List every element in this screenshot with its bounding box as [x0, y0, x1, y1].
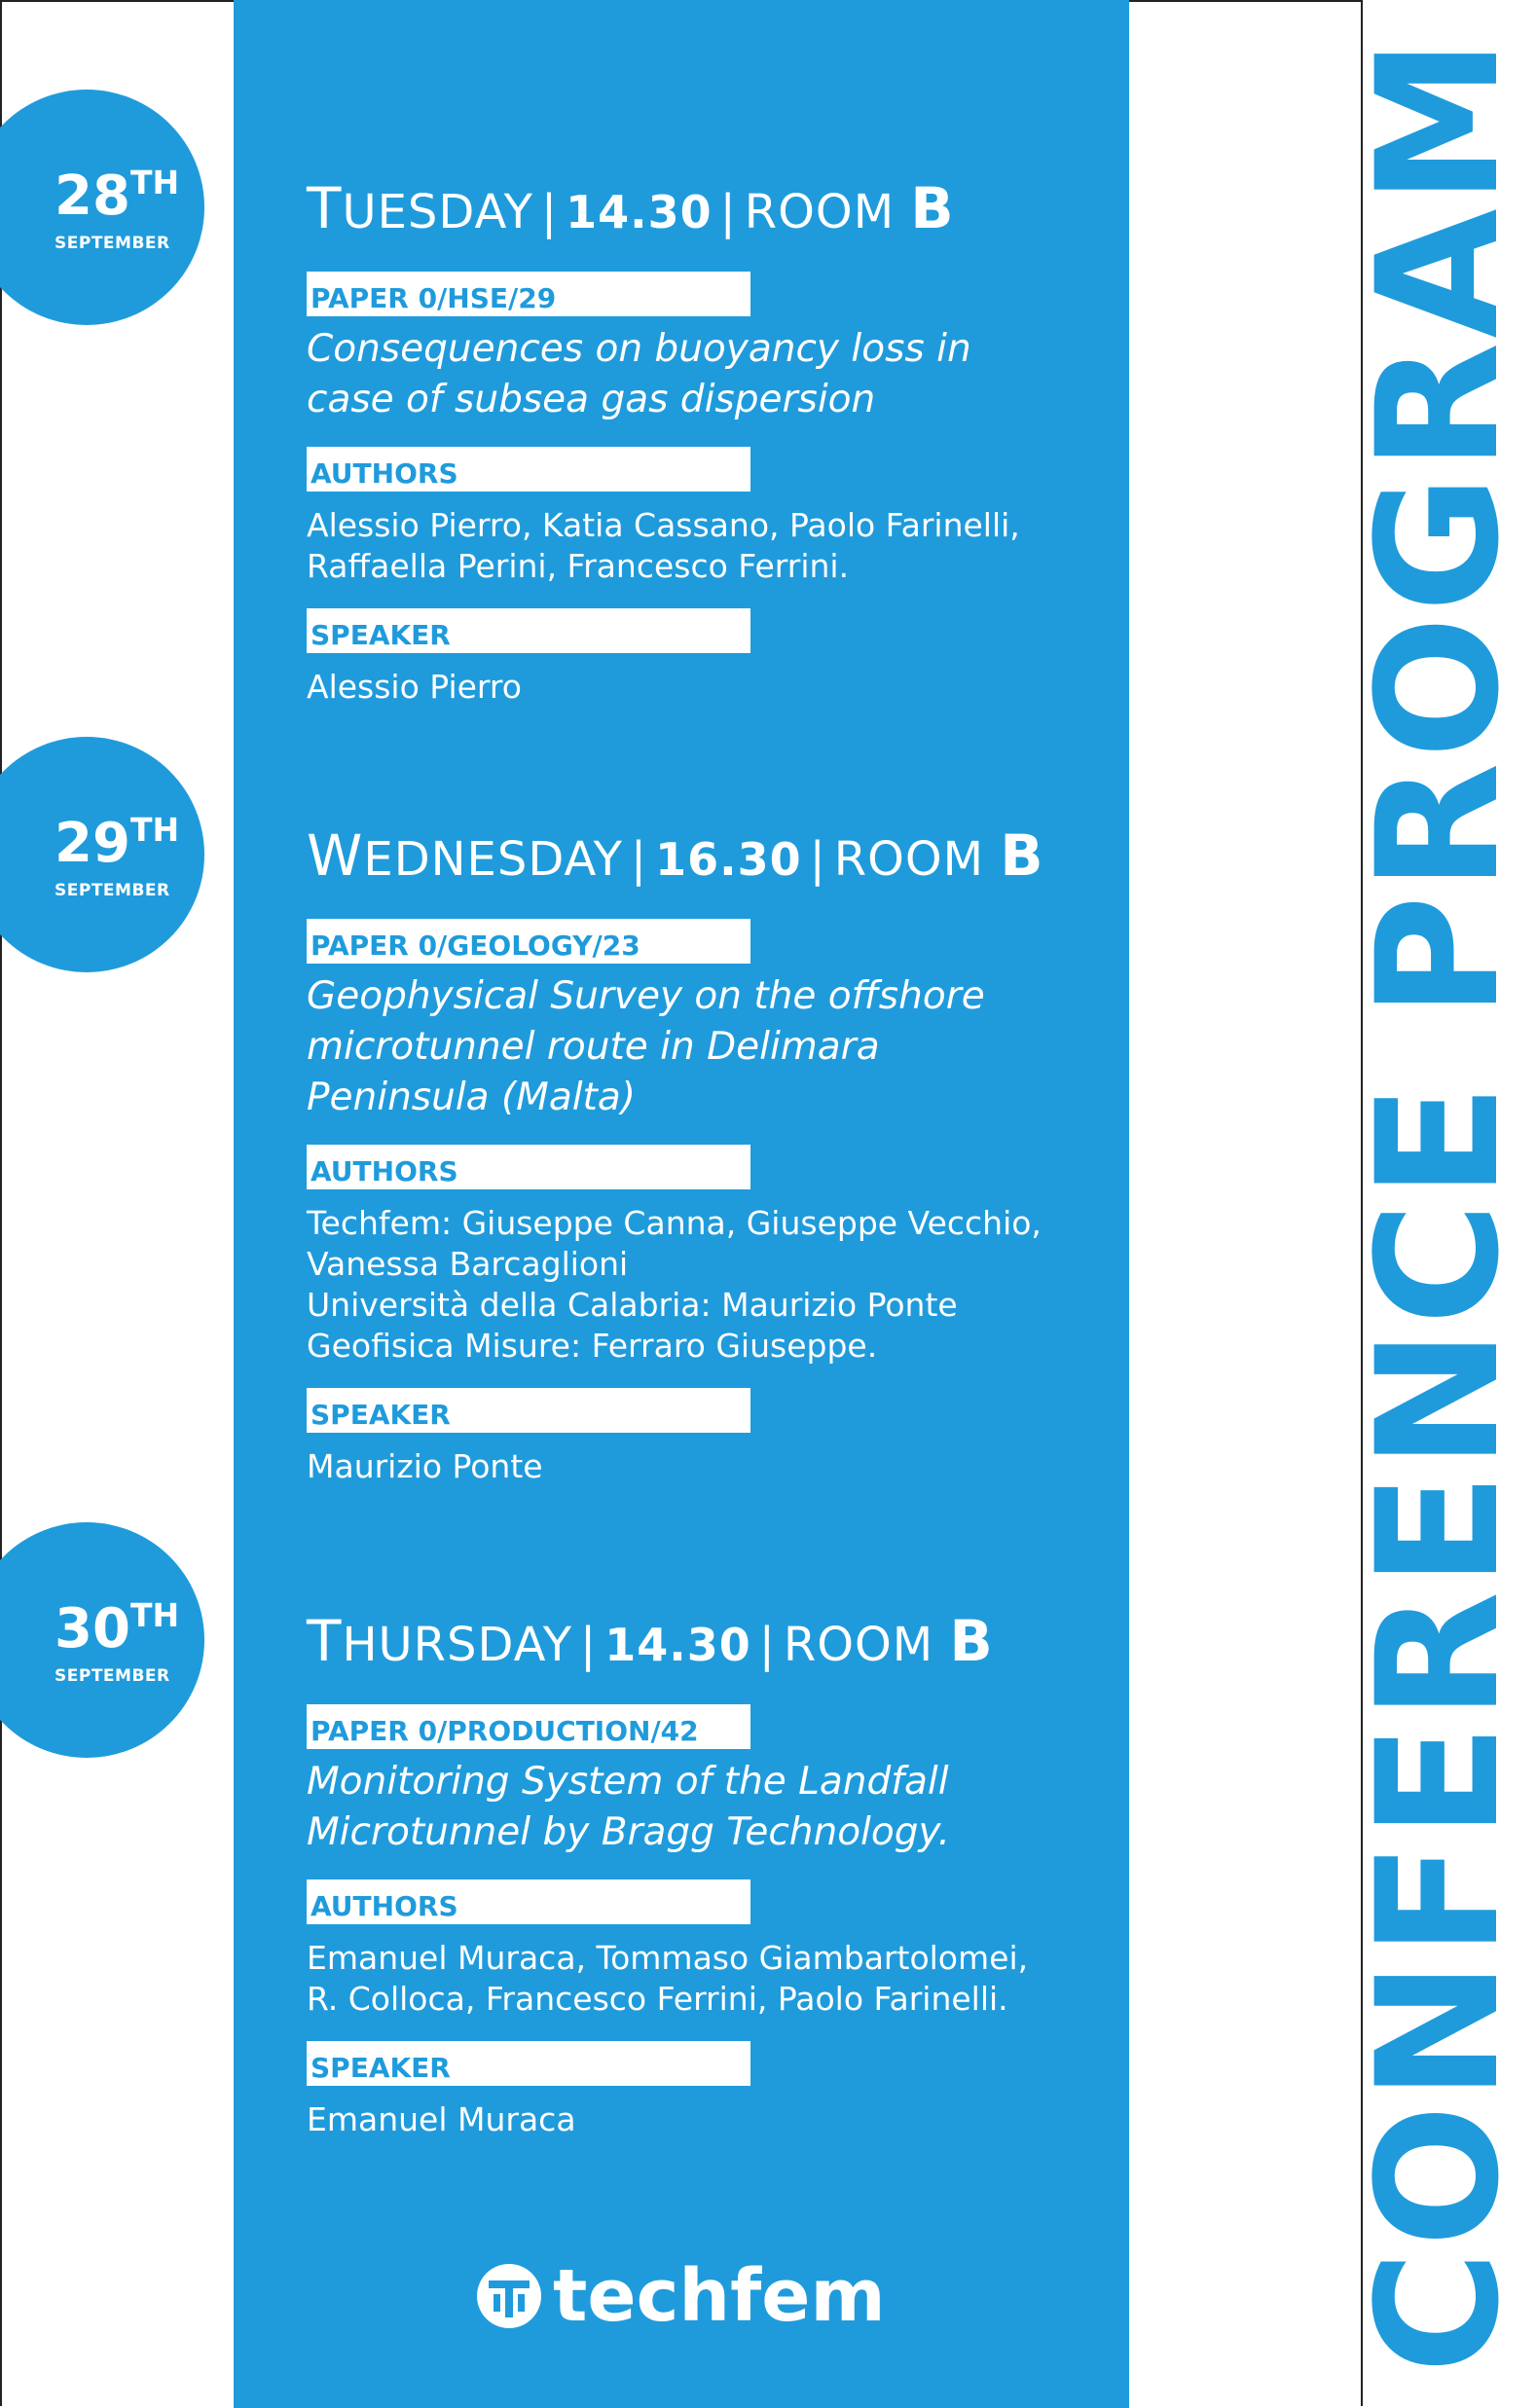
date-number: 30 [55, 1597, 130, 1660]
speaker-label-bar [307, 1388, 750, 1433]
session-time: 14.30 [566, 186, 713, 238]
date-suffix: TH [129, 1596, 180, 1634]
date-suffix: TH [129, 811, 180, 849]
authors-list [307, 1938, 1115, 2020]
separator: | [580, 1618, 598, 1672]
date-day [55, 164, 180, 228]
authors-line: Alessio Pierro, Katia Cassano, Paolo Farinelli, [307, 506, 1020, 544]
date-day [55, 1596, 180, 1660]
room-letter: B [1000, 822, 1044, 889]
session-2 [307, 822, 1115, 1487]
authors-line: R. Colloca, Francesco Ferrini, Paolo Farinelli. [307, 1980, 1008, 2018]
session-header [307, 175, 1115, 241]
speaker-name: Alessio Pierro [307, 668, 522, 706]
day-rest: UESDAY [342, 185, 533, 239]
paper-code: PAPER 0/GEOLOGY/23 [311, 930, 640, 962]
speaker-name: Maurizio Ponte [307, 1447, 543, 1485]
date-suffix: TH [129, 164, 180, 201]
title-line: Monitoring System of the Landfall [307, 1760, 949, 1804]
paper-title [307, 1757, 1115, 1858]
separator: | [540, 185, 559, 239]
room-letter: B [910, 175, 955, 241]
session-time: 16.30 [655, 833, 802, 886]
day-initial: T [307, 175, 343, 241]
speaker-label-bar [307, 2041, 750, 2086]
day-initial: T [307, 1608, 343, 1674]
speaker-name: Emanuel Muraca [307, 2100, 576, 2138]
date-month: SEPTEMBER [55, 234, 170, 253]
authors-line: Vanessa Barcaglioni [307, 1245, 629, 1283]
separator: | [719, 185, 737, 239]
authors-line: Techfem: Giuseppe Canna, Giuseppe Vecchio, [307, 1204, 1042, 1242]
authors-list [307, 1203, 1115, 1367]
authors-label-bar [307, 1879, 750, 1924]
speaker-label: SPEAKER [311, 1399, 451, 1431]
room-word: ROOM [744, 185, 896, 239]
paper-code-bar [307, 272, 750, 316]
session-time: 14.30 [604, 1619, 751, 1671]
title-line: Microtunnel by Bragg Technology. [307, 1810, 950, 1854]
date-day [55, 811, 180, 875]
title-line: case of subsea gas dispersion [307, 378, 876, 421]
paper-title [307, 971, 1115, 1123]
authors-line: Università della Calabria: Maurizio Ponte [307, 1286, 958, 1324]
separator: | [758, 1618, 776, 1672]
room-word: ROOM [833, 832, 985, 887]
date-month: SEPTEMBER [55, 1666, 170, 1686]
title-line: Geophysical Survey on the offshore [307, 974, 985, 1018]
authors-label: AUTHORS [311, 1155, 458, 1187]
authors-line: Raffaella Perini, Francesco Ferrini. [307, 547, 850, 585]
room-word: ROOM [783, 1618, 934, 1672]
session-1 [307, 175, 1115, 708]
title-line: Consequences on buoyancy loss in [307, 327, 971, 371]
authors-label: AUTHORS [311, 1890, 458, 1922]
paper-code: PAPER 0/HSE/29 [311, 282, 557, 314]
separator: | [630, 832, 648, 887]
title-line: microtunnel route in Delimara [307, 1025, 880, 1069]
date-number: 29 [55, 812, 130, 875]
authors-label-bar [307, 447, 750, 492]
session-header [307, 822, 1115, 889]
conference-program-title: CONFERENCE PROGRAM [1340, 34, 1536, 2374]
speaker-label: SPEAKER [311, 619, 451, 651]
paper-code: PAPER 0/PRODUCTION/42 [311, 1715, 699, 1747]
day-rest: EDNESDAY [363, 832, 623, 887]
authors-label: AUTHORS [311, 457, 458, 490]
authors-line: Geofisica Misure: Ferraro Giuseppe. [307, 1327, 878, 1365]
authors-list [307, 505, 1115, 587]
paper-code-bar [307, 1704, 750, 1749]
day-rest: HURSDAY [342, 1618, 573, 1672]
session-3 [307, 1608, 1115, 2140]
title-line: Peninsula (Malta) [307, 1076, 636, 1119]
authors-label-bar [307, 1145, 750, 1189]
paper-title [307, 324, 1115, 425]
speaker-label: SPEAKER [311, 2052, 451, 2084]
separator: | [809, 832, 826, 887]
session-header [307, 1608, 1115, 1674]
speaker-label-bar [307, 608, 750, 653]
room-letter: B [949, 1608, 994, 1674]
authors-line: Emanuel Muraca, Tommaso Giambartolomei, [307, 1939, 1029, 1977]
techfem-logo [477, 2254, 886, 2338]
date-month: SEPTEMBER [55, 881, 170, 900]
logo-text: techfem [553, 2254, 886, 2338]
techfem-logo-icon [477, 2264, 541, 2328]
date-number: 28 [55, 164, 130, 228]
paper-code-bar [307, 919, 750, 964]
day-initial: W [307, 822, 364, 889]
